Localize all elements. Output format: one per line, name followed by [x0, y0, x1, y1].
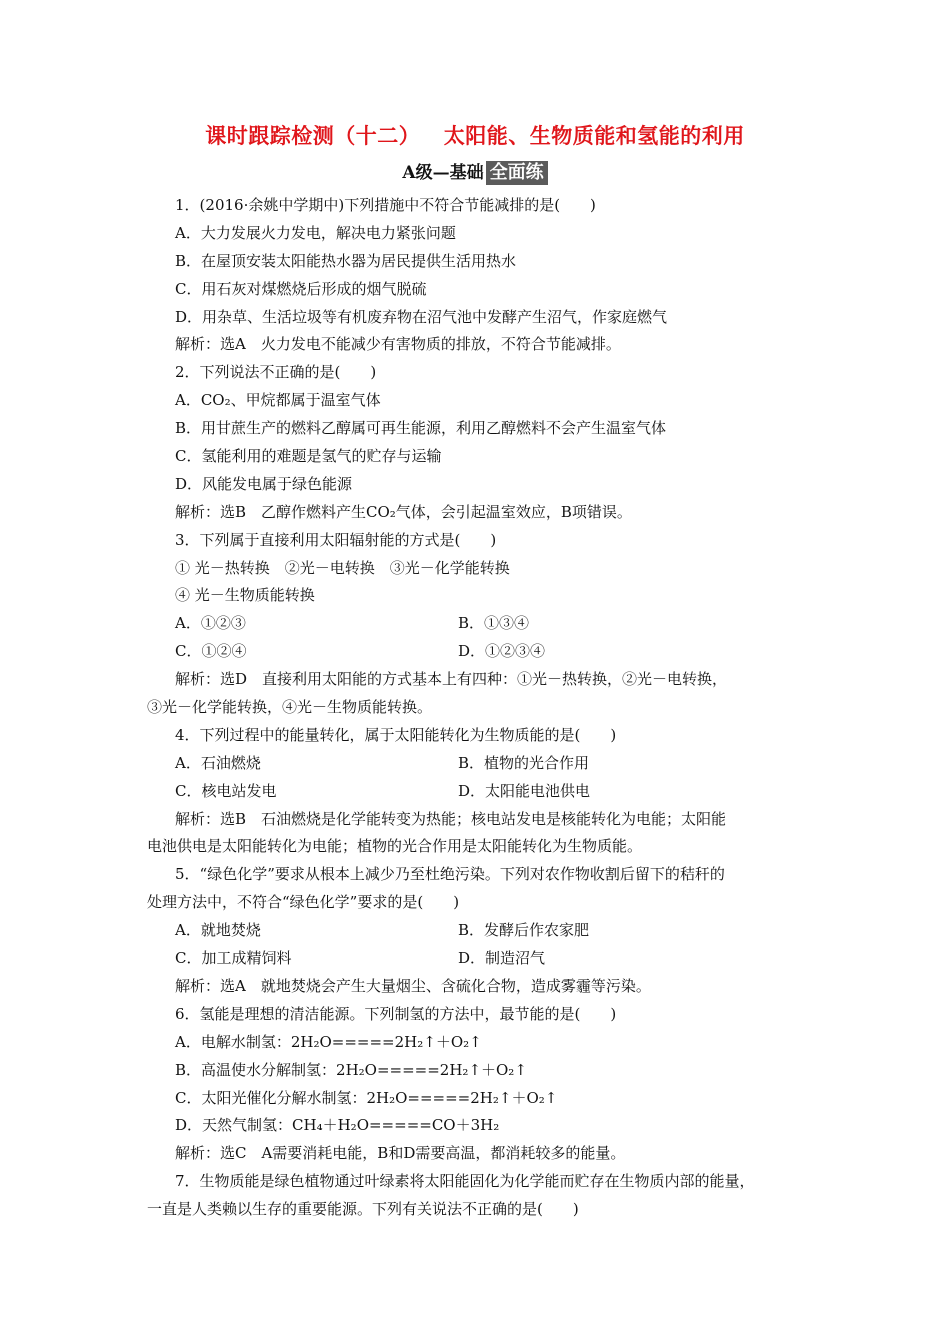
q2-analysis: 解析：选B 乙醇作燃料产生CO₂气体，会引起温室效应，B项错误。 [175, 502, 632, 521]
q2-stem: 2．下列说法不正确的是( ) [175, 363, 377, 382]
level-heading [0, 158, 950, 185]
q6-analysis: 解析：选C A需要消耗电能，B和D需要高温，都消耗较多的能量。 [175, 1144, 626, 1163]
q6-option-a: A．电解水制氢：2H₂O=====2H₂↑＋O₂↑ [175, 1032, 482, 1051]
q6-option-d: D．天然气制氢：CH₄＋H₂O=====CO＋3H₂ [175, 1116, 500, 1135]
q3-option-c: C．①②④ [175, 642, 247, 661]
q5-options-row-2 [147, 945, 812, 973]
q4-option-d: D．太阳能电池供电 [458, 781, 591, 800]
q4-options-row-2 [147, 778, 812, 806]
q1-option-d: D．用杂草、生活垃圾等有机废弃物在沼气池中发酵产生沼气，作家庭燃气 [175, 307, 668, 326]
q4-option-a: A．石油燃烧 [175, 753, 261, 772]
q2-option-c: C．氢能利用的难题是氢气的贮存与运输 [175, 447, 442, 466]
q3-options-row-2 [147, 638, 812, 666]
q6-option-b: B．高温使水分解制氢：2H₂O=====2H₂↑＋O₂↑ [175, 1060, 527, 1079]
q1-analysis: 解析：选A 火力发电不能减少有害物质的排放，不符合节能减排。 [175, 335, 621, 354]
q2-option-d: D．风能发电属于绿色能源 [175, 474, 353, 493]
q4-stem: 4．下列过程中的能量转化，属于太阳能转化为生物质能的是( ) [175, 725, 617, 744]
level-badge: 全面练 [486, 161, 548, 185]
q4-option-b: B．植物的光合作用 [458, 753, 590, 772]
q4-analysis-1: 解析：选B 石油燃烧是化学能转变为热能；核电站发电是核能转化为电能；太阳能 [175, 809, 727, 828]
q3-analysis-2: ③光－化学能转换，④光－生物质能转换。 [147, 698, 433, 717]
q3-item-row-1: ① 光－热转换 ②光－电转换 ③光－化学能转换 [175, 558, 510, 577]
q3-option-a: A．①②③ [175, 614, 246, 633]
q6-stem: 6．氢能是理想的清洁能源。下列制氢的方法中，最节能的是( ) [175, 1004, 617, 1023]
q6-option-c: C．太阳光催化分解水制氢：2H₂O=====2H₂↑＋O₂↑ [175, 1088, 558, 1107]
q4-analysis-2: 电池供电是太阳能转化为电能；植物的光合作用是太阳能转化为生物质能。 [147, 837, 643, 856]
q1-option-b: B．在屋顶安装太阳能热水器为居民提供生活用热水 [175, 251, 517, 270]
q5-option-c: C．加工成精饲料 [175, 949, 292, 968]
q7-stem-2: 一直是人类赖以生存的重要能源。下列有关说法不正确的是( ) [147, 1200, 579, 1219]
q5-options-row-1 [147, 917, 812, 945]
q7-stem-1: 7．生物质能是绿色植物通过叶绿素将太阳能固化为化学能而贮存在生物质内部的能量， [175, 1172, 755, 1191]
q1-option-a: A．大力发展火力发电，解决电力紧张问题 [175, 223, 456, 242]
q3-analysis-1: 解析：选D 直接利用太阳能的方式基本上有四种：①光－热转换，②光－电转换， [175, 670, 728, 689]
q5-stem-1: 5．“绿色化学”要求从根本上减少乃至杜绝污染。下列对农作物收割后留下的秸秆的 [175, 865, 725, 884]
level-label: A级—基础 [402, 163, 484, 183]
page-title: 课时跟踪检测（十二） 太阳能、生物质能和氢能的利用 [205, 123, 745, 148]
q3-stem: 3．下列属于直接利用太阳辐射能的方式是( ) [175, 530, 497, 549]
q5-analysis: 解析：选A 就地焚烧会产生大量烟尘、含硫化合物，造成雾霾等污染。 [175, 976, 651, 995]
q1-option-c: C．用石灰对煤燃烧后形成的烟气脱硫 [175, 279, 427, 298]
q5-option-d: D．制造沼气 [458, 949, 546, 968]
q5-option-b: B．发酵后作农家肥 [458, 921, 590, 940]
q4-options-row-1 [147, 750, 812, 778]
q2-option-b: B．用甘蔗生产的燃料乙醇属可再生能源，利用乙醇燃料不会产生温室气体 [175, 419, 667, 438]
q3-options-row-1 [147, 610, 812, 638]
q1-stem: 1．(2016·余姚中学期中)下列措施中不符合节能减排的是( ) [175, 196, 596, 214]
q5-stem-2: 处理方法中，不符合“绿色化学”要求的是( ) [147, 893, 460, 912]
q4-option-c: C．核电站发电 [175, 781, 277, 800]
q5-option-a: A．就地焚烧 [175, 921, 261, 940]
q3-option-d: D．①②③④ [458, 642, 546, 661]
q3-item-row-2: ④ 光－生物质能转换 [175, 586, 315, 605]
question-list [147, 192, 812, 1224]
q2-option-a: A．CO₂、甲烷都属于温室气体 [175, 391, 381, 410]
q3-option-b: B．①③④ [458, 614, 530, 633]
